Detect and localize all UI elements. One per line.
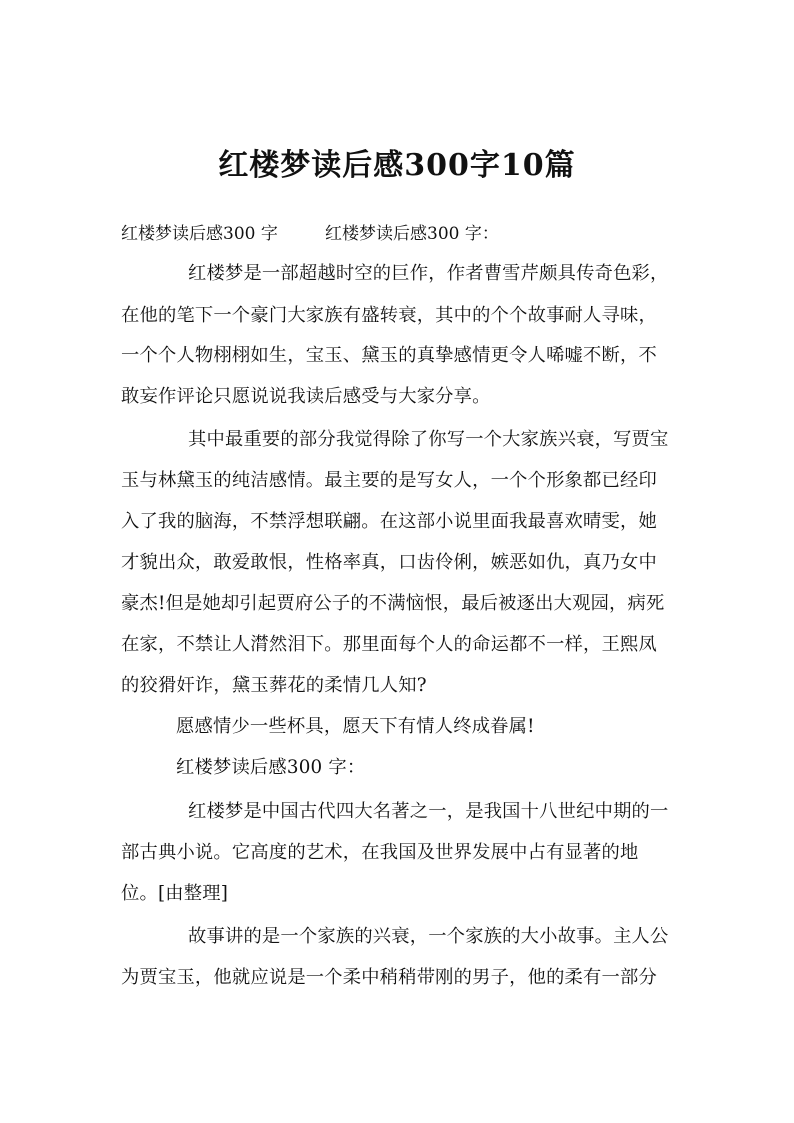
document-title: 红楼梦读后感300字10篇	[218, 148, 576, 183]
body-text-line: 红楼梦读后感300 字：	[176, 757, 366, 778]
body-text-line: 部古典小说。它高度的艺术，在我国及世界发展中占有显著的地	[121, 842, 639, 863]
body-text-line: 位。[由整理]	[121, 883, 229, 904]
body-text-line: 的狡猾奸诈，黛玉葬花的柔情几人知?	[121, 675, 427, 696]
subheading-left: 红楼梦读后感300 字	[121, 224, 278, 244]
subheading-right: 红楼梦读后感300 字：	[325, 224, 499, 244]
body-text-line: 其中最重要的部分我觉得除了你写一个大家族兴衰，写贾宝	[188, 429, 669, 450]
body-text-line: 愿感情少一些杯具，愿天下有情人终成眷属!	[176, 716, 535, 737]
body-text-line: 一个个人物栩栩如生，宝玉、黛玉的真挚感情更令人唏嘘不断，不	[121, 345, 657, 366]
body-text-line: 玉与林黛玉的纯洁感情。最主要的是写女人，一个个形象都已经印	[121, 470, 657, 491]
body-text-line: 才貌出众，敢爱敢恨，性格率真，口齿伶俐，嫉恶如仇，真乃女中	[121, 552, 657, 573]
body-text-line: 为贾宝玉，他就应说是一个柔中稍稍带刚的男子，他的柔有一部分	[121, 967, 657, 988]
body-text-line: 故事讲的是一个家族的兴衰，一个家族的大小故事。主人公	[188, 926, 669, 947]
body-text-line: 入了我的脑海，不禁浮想联翩。在这部小说里面我最喜欢晴雯，她	[121, 511, 657, 532]
body-text-line: 红楼梦是一部超越时空的巨作，作者曹雪芹颇具传奇色彩，	[188, 263, 669, 284]
body-text-line: 在家，不禁让人潸然泪下。那里面每个人的命运都不一样，王熙凤	[121, 634, 657, 655]
body-text-line: 在他的笔下一个豪门大家族有盛转衰，其中的个个故事耐人寻味，	[121, 305, 657, 326]
body-text-line: 敢妄作评论只愿说说我读后感受与大家分享。	[121, 386, 491, 407]
body-text-line: 豪杰!但是她却引起贾府公子的不满恼恨，最后被逐出大观园，病死	[121, 593, 665, 614]
body-text-line: 红楼梦是中国古代四大名著之一，是我国十八世纪中期的一	[188, 801, 669, 822]
